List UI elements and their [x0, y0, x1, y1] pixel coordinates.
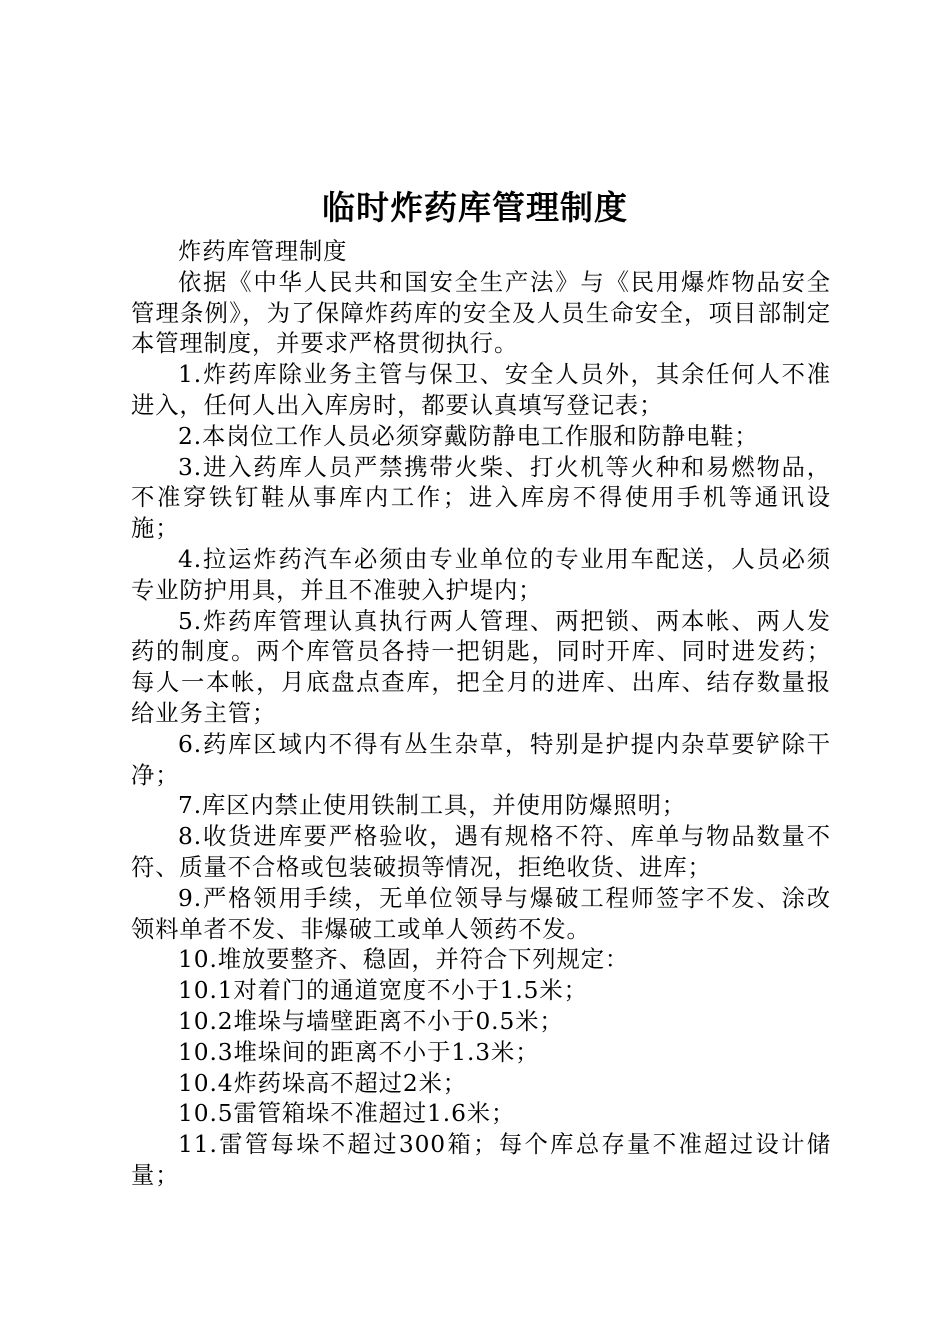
paragraph-rule-11: 11.雷管每垛不超过300箱；每个库总存量不准超过设计储量；: [131, 1131, 831, 1189]
paragraph-rule-5: 5.炸药库管理认真执行两人管理、两把锁、两本帐、两人发药的制度。两个库管员各持一把钥匙，同时开库、同时进发药；每人一本帐，月底盘点查库，把全月的进库、出库、结存数量报给业务主管；: [131, 607, 831, 727]
paragraph-rule-10-3: 10.3堆垛间的距离不小于1.3米；: [178, 1038, 540, 1066]
paragraph-rule-10-5: 10.5雷管箱垛不准超过1.6米；: [178, 1100, 516, 1128]
paragraph-rule-3: 3.进入药库人员严禁携带火柴、打火机等火种和易燃物品，不准穿铁钉鞋从事库内工作；进入库房不得使用手机等通讯设施；: [131, 453, 831, 543]
paragraph-rule-2: 2.本岗位工作人员必须穿戴防静电工作服和防静电鞋；: [178, 422, 759, 450]
paragraph-rule-1: 1.炸药库除业务主管与保卫、安全人员外，其余任何人不准进入，任何人出入库房时，都要认真填写登记表；: [131, 361, 831, 419]
paragraph-rule-10-4: 10.4炸药垛高不超过2米；: [178, 1069, 467, 1097]
document-title: 临时炸药库管理制度: [322, 188, 628, 227]
paragraph-rule-10-2: 10.2堆垛与墙壁距离不小于0.5米；: [178, 1007, 564, 1035]
paragraph-rule-10-1: 10.1对着门的通道宽度不小于1.5米；: [178, 977, 588, 1005]
paragraph-subtitle: 炸药库管理制度: [178, 238, 348, 265]
paragraph-rule-4: 4.拉运炸药汽车必须由专业单位的专业用车配送，人员必须专业防护用具，并且不准驶入护堤内；: [131, 545, 831, 604]
document-body: [131, 237, 831, 1192]
paragraph-rule-6: 6.药库区域内不得有丛生杂草，特别是护提内杂草要铲除干净；: [131, 730, 831, 789]
paragraph-rule-9: 9.严格领用手续，无单位领导与爆破工程师签字不发、涂改领料单者不发、非爆破工或单人领药不发。: [131, 884, 831, 943]
paragraph-rule-8: 8.收货进库要严格验收，遇有规格不符、库单与物品数量不符、质量不合格或包装破损等情况，拒绝收货、进库；: [131, 823, 831, 881]
paragraph-rule-7: 7.库区内禁止使用铁制工具，并使用防爆照明；: [178, 792, 686, 820]
paragraph-intro: 依据《中华人民共和国安全生产法》与《民用爆炸物品安全管理条例》，为了保障炸药库的安全及人员生命安全，项目部制定本管理制度，并要求严格贯彻执行。: [131, 268, 831, 358]
paragraph-rule-10: 10.堆放要整齐、稳固，并符合下列规定：: [178, 946, 630, 974]
